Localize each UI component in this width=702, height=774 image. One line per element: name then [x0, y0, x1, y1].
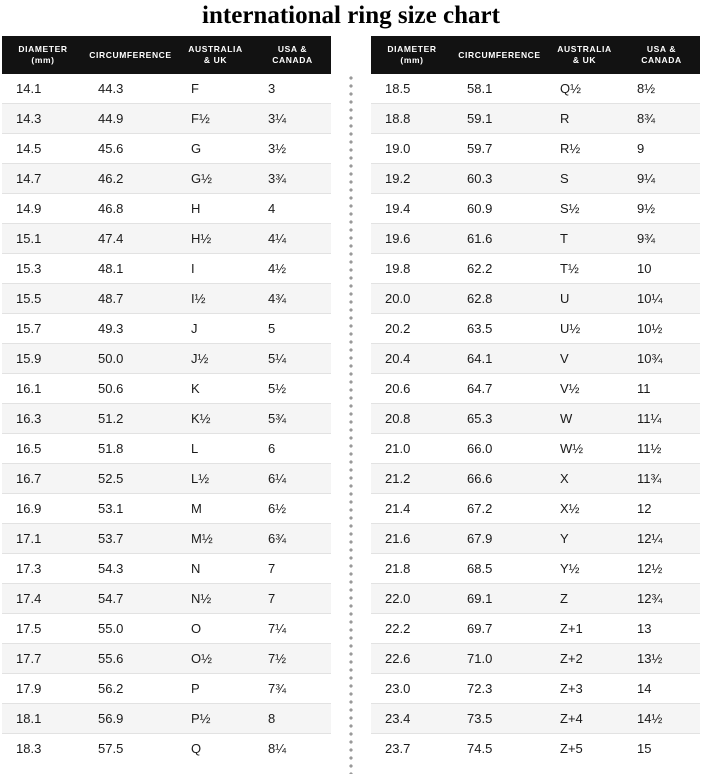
table-row [371, 494, 700, 524]
cell-australia-uk: Z+1 [546, 614, 623, 644]
cell-usa-canada: 3 [254, 74, 331, 104]
cell-circumference: 64.1 [453, 344, 546, 374]
table-row [2, 434, 331, 464]
column-header-usa-canada [623, 36, 700, 74]
cell-usa-canada: 5¾ [254, 404, 331, 434]
table-row [371, 644, 700, 674]
cell-australia-uk: R½ [546, 134, 623, 164]
cell-circumference: 73.5 [453, 704, 546, 734]
cell-circumference: 69.1 [453, 584, 546, 614]
cell-australia-uk: G½ [177, 164, 254, 194]
table-row [371, 164, 700, 194]
cell-circumference: 46.2 [84, 164, 177, 194]
cell-australia-uk: W½ [546, 434, 623, 464]
cell-australia-uk: Q [177, 734, 254, 764]
cell-diameter: 23.4 [371, 704, 453, 734]
cell-circumference: 58.1 [453, 74, 546, 104]
cell-diameter: 20.0 [371, 284, 453, 314]
cell-circumference: 59.7 [453, 134, 546, 164]
cell-usa-canada: 12½ [623, 554, 700, 584]
cell-diameter: 18.8 [371, 104, 453, 134]
cell-usa-canada: 12¼ [623, 524, 700, 554]
column-header-diameter [2, 36, 84, 74]
cell-diameter: 16.3 [2, 404, 84, 434]
cell-circumference: 72.3 [453, 674, 546, 704]
cell-circumference: 64.7 [453, 374, 546, 404]
cell-australia-uk: N½ [177, 584, 254, 614]
cell-usa-canada: 3¾ [254, 164, 331, 194]
table-row [2, 314, 331, 344]
cell-australia-uk: I½ [177, 284, 254, 314]
cell-diameter: 15.3 [2, 254, 84, 284]
column-header-australia-uk [177, 36, 254, 74]
cell-diameter: 22.6 [371, 644, 453, 674]
table-row [371, 614, 700, 644]
table-row [371, 254, 700, 284]
cell-usa-canada: 7½ [254, 644, 331, 674]
cell-usa-canada: 8¾ [623, 104, 700, 134]
header-line-1: AUSTRALIA [557, 44, 612, 54]
cell-diameter: 17.1 [2, 524, 84, 554]
page-title: international ring size chart [202, 2, 500, 29]
table-row [371, 734, 700, 764]
cell-circumference: 44.3 [84, 74, 177, 104]
header-row [371, 36, 700, 74]
cell-diameter: 21.2 [371, 464, 453, 494]
cell-usa-canada: 5½ [254, 374, 331, 404]
cell-usa-canada: 15 [623, 734, 700, 764]
cell-diameter: 14.5 [2, 134, 84, 164]
cell-usa-canada: 9¼ [623, 164, 700, 194]
cell-usa-canada: 10 [623, 254, 700, 284]
cell-diameter: 14.3 [2, 104, 84, 134]
cell-circumference: 53.1 [84, 494, 177, 524]
table-row [371, 554, 700, 584]
cell-diameter: 17.9 [2, 674, 84, 704]
table-body-left [2, 74, 331, 763]
cell-australia-uk: P½ [177, 704, 254, 734]
cell-usa-canada: 9 [623, 134, 700, 164]
column-header-circumference [84, 36, 177, 74]
cell-australia-uk: T [546, 224, 623, 254]
cell-circumference: 54.3 [84, 554, 177, 584]
cell-circumference: 60.9 [453, 194, 546, 224]
cell-australia-uk: L [177, 434, 254, 464]
table-row [371, 464, 700, 494]
table-row [371, 314, 700, 344]
cell-circumference: 67.2 [453, 494, 546, 524]
cell-usa-canada: 8½ [623, 74, 700, 104]
cell-circumference: 69.7 [453, 614, 546, 644]
cell-circumference: 47.4 [84, 224, 177, 254]
cell-usa-canada: 4¾ [254, 284, 331, 314]
cell-usa-canada: 6¾ [254, 524, 331, 554]
cell-australia-uk: P [177, 674, 254, 704]
table-row [2, 224, 331, 254]
header-line-2: (mm) [31, 55, 55, 65]
header-line-1: DIAMETER [387, 44, 437, 54]
header-line-1: USA & [277, 44, 308, 54]
cell-circumference: 55.6 [84, 644, 177, 674]
cell-australia-uk: V [546, 344, 623, 374]
cell-australia-uk: L½ [177, 464, 254, 494]
cell-australia-uk: Z+5 [546, 734, 623, 764]
table-row [371, 404, 700, 434]
cell-circumference: 53.7 [84, 524, 177, 554]
cell-usa-canada: 4½ [254, 254, 331, 284]
table-row [371, 524, 700, 554]
ring-size-table-left [2, 36, 331, 763]
cell-diameter: 16.7 [2, 464, 84, 494]
cell-circumference: 50.0 [84, 344, 177, 374]
table-row [371, 674, 700, 704]
cell-circumference: 71.0 [453, 644, 546, 674]
cell-circumference: 52.5 [84, 464, 177, 494]
cell-usa-canada: 11¼ [623, 404, 700, 434]
cell-usa-canada: 7¾ [254, 674, 331, 704]
cell-australia-uk: Y [546, 524, 623, 554]
cell-australia-uk: U [546, 284, 623, 314]
cell-australia-uk: Q½ [546, 74, 623, 104]
cell-diameter: 20.6 [371, 374, 453, 404]
cell-diameter: 18.1 [2, 704, 84, 734]
tables-container [0, 36, 702, 774]
cell-australia-uk: Z+2 [546, 644, 623, 674]
cell-australia-uk: K½ [177, 404, 254, 434]
table-row [371, 104, 700, 134]
header-line-1: AUSTRALIA [188, 44, 243, 54]
cell-usa-canada: 11 [623, 374, 700, 404]
cell-usa-canada: 14 [623, 674, 700, 704]
column-header-usa-canada [254, 36, 331, 74]
cell-usa-canada: 7 [254, 584, 331, 614]
cell-usa-canada: 7 [254, 554, 331, 584]
cell-diameter: 22.0 [371, 584, 453, 614]
table-row [2, 104, 331, 134]
cell-diameter: 20.4 [371, 344, 453, 374]
table-row [2, 464, 331, 494]
table-row [2, 284, 331, 314]
cell-diameter: 21.6 [371, 524, 453, 554]
cell-circumference: 50.6 [84, 374, 177, 404]
cell-usa-canada: 10½ [623, 314, 700, 344]
header-line-1: DIAMETER [18, 44, 68, 54]
cell-diameter: 21.0 [371, 434, 453, 464]
cell-diameter: 18.5 [371, 74, 453, 104]
cell-circumference: 48.1 [84, 254, 177, 284]
column-header-circumference [453, 36, 546, 74]
table-row [371, 194, 700, 224]
cell-australia-uk: O [177, 614, 254, 644]
cell-usa-canada: 4¼ [254, 224, 331, 254]
cell-australia-uk: Y½ [546, 554, 623, 584]
cell-diameter: 16.1 [2, 374, 84, 404]
cell-diameter: 15.7 [2, 314, 84, 344]
table-row [371, 224, 700, 254]
cell-circumference: 46.8 [84, 194, 177, 224]
cell-usa-canada: 6 [254, 434, 331, 464]
cell-diameter: 21.8 [371, 554, 453, 584]
table-row [2, 524, 331, 554]
table-header-left [2, 36, 331, 74]
cell-australia-uk: G [177, 134, 254, 164]
cell-usa-canada: 4 [254, 194, 331, 224]
cell-usa-canada: 3¼ [254, 104, 331, 134]
cell-diameter: 15.5 [2, 284, 84, 314]
table-row [371, 134, 700, 164]
cell-diameter: 18.3 [2, 734, 84, 764]
cell-australia-uk: X [546, 464, 623, 494]
header-line-2: & UK [572, 55, 597, 65]
cell-circumference: 67.9 [453, 524, 546, 554]
cell-diameter: 14.9 [2, 194, 84, 224]
cell-diameter: 23.7 [371, 734, 453, 764]
cell-diameter: 22.2 [371, 614, 453, 644]
column-header-diameter [371, 36, 453, 74]
table-row [2, 494, 331, 524]
cell-diameter: 14.1 [2, 74, 84, 104]
cell-diameter: 16.5 [2, 434, 84, 464]
cell-diameter: 16.9 [2, 494, 84, 524]
cell-circumference: 63.5 [453, 314, 546, 344]
cell-usa-canada: 8 [254, 704, 331, 734]
cell-australia-uk: I [177, 254, 254, 284]
cell-circumference: 51.2 [84, 404, 177, 434]
table-row [371, 284, 700, 314]
cell-australia-uk: H½ [177, 224, 254, 254]
cell-circumference: 62.8 [453, 284, 546, 314]
cell-usa-canada: 12¾ [623, 584, 700, 614]
table-row [2, 374, 331, 404]
cell-usa-canada: 8¼ [254, 734, 331, 764]
cell-diameter: 19.4 [371, 194, 453, 224]
table-row [371, 704, 700, 734]
cell-usa-canada: 12 [623, 494, 700, 524]
cell-usa-canada: 6¼ [254, 464, 331, 494]
table-row [2, 644, 331, 674]
header-line-1: CIRCUMFERENCE [458, 49, 541, 60]
cell-usa-canada: 11¾ [623, 464, 700, 494]
cell-circumference: 51.8 [84, 434, 177, 464]
cell-australia-uk: Z+4 [546, 704, 623, 734]
cell-australia-uk: J½ [177, 344, 254, 374]
cell-circumference: 61.6 [453, 224, 546, 254]
header-line-2: (mm) [400, 55, 424, 65]
cell-circumference: 66.0 [453, 434, 546, 464]
cell-australia-uk: J [177, 314, 254, 344]
table-row [2, 74, 331, 104]
table-row [2, 164, 331, 194]
cell-australia-uk: O½ [177, 644, 254, 674]
header-line-1: CIRCUMFERENCE [89, 49, 172, 60]
table-row [2, 554, 331, 584]
cell-australia-uk: S [546, 164, 623, 194]
cell-usa-canada: 5 [254, 314, 331, 344]
cell-circumference: 65.3 [453, 404, 546, 434]
cell-circumference: 66.6 [453, 464, 546, 494]
dotted-divider [347, 74, 355, 774]
cell-diameter: 19.8 [371, 254, 453, 284]
table-row [2, 734, 331, 764]
cell-circumference: 62.2 [453, 254, 546, 284]
cell-circumference: 74.5 [453, 734, 546, 764]
table-row [2, 194, 331, 224]
cell-australia-uk: R [546, 104, 623, 134]
cell-diameter: 17.7 [2, 644, 84, 674]
cell-australia-uk: M½ [177, 524, 254, 554]
cell-diameter: 17.5 [2, 614, 84, 644]
cell-diameter: 17.3 [2, 554, 84, 584]
table-row [2, 254, 331, 284]
cell-diameter: 21.4 [371, 494, 453, 524]
cell-circumference: 54.7 [84, 584, 177, 614]
cell-usa-canada: 14½ [623, 704, 700, 734]
cell-australia-uk: M [177, 494, 254, 524]
cell-usa-canada: 6½ [254, 494, 331, 524]
cell-circumference: 48.7 [84, 284, 177, 314]
header-row [2, 36, 331, 74]
ring-size-table-right [371, 36, 700, 763]
cell-circumference: 56.9 [84, 704, 177, 734]
table-row [2, 704, 331, 734]
cell-australia-uk: W [546, 404, 623, 434]
column-header-australia-uk [546, 36, 623, 74]
cell-diameter: 15.9 [2, 344, 84, 374]
cell-usa-canada: 9½ [623, 194, 700, 224]
table-row [371, 434, 700, 464]
cell-circumference: 68.5 [453, 554, 546, 584]
cell-australia-uk: K [177, 374, 254, 404]
cell-diameter: 19.6 [371, 224, 453, 254]
table-row [2, 584, 331, 614]
cell-diameter: 17.4 [2, 584, 84, 614]
cell-usa-canada: 5¼ [254, 344, 331, 374]
cell-circumference: 56.2 [84, 674, 177, 704]
cell-diameter: 15.1 [2, 224, 84, 254]
cell-usa-canada: 11½ [623, 434, 700, 464]
header-line-2: & UK [203, 55, 228, 65]
cell-circumference: 60.3 [453, 164, 546, 194]
cell-diameter: 20.2 [371, 314, 453, 344]
header-line-2: CANADA [641, 55, 682, 65]
cell-australia-uk: X½ [546, 494, 623, 524]
cell-circumference: 55.0 [84, 614, 177, 644]
cell-usa-canada: 7¼ [254, 614, 331, 644]
cell-diameter: 14.7 [2, 164, 84, 194]
table-row [371, 584, 700, 614]
table-row [2, 674, 331, 704]
cell-usa-canada: 10¾ [623, 344, 700, 374]
cell-usa-canada: 9¾ [623, 224, 700, 254]
table-row [371, 74, 700, 104]
cell-australia-uk: S½ [546, 194, 623, 224]
cell-circumference: 45.6 [84, 134, 177, 164]
header-line-2: CANADA [272, 55, 313, 65]
cell-australia-uk: Z+3 [546, 674, 623, 704]
cell-circumference: 44.9 [84, 104, 177, 134]
cell-australia-uk: U½ [546, 314, 623, 344]
table-row [371, 374, 700, 404]
table-row [371, 344, 700, 374]
cell-australia-uk: Z [546, 584, 623, 614]
table-header-right [371, 36, 700, 74]
cell-diameter: 19.2 [371, 164, 453, 194]
cell-australia-uk: T½ [546, 254, 623, 284]
table-row [2, 404, 331, 434]
cell-australia-uk: N [177, 554, 254, 584]
cell-usa-canada: 13 [623, 614, 700, 644]
cell-usa-canada: 3½ [254, 134, 331, 164]
table-body-right [371, 74, 700, 763]
cell-australia-uk: F½ [177, 104, 254, 134]
cell-usa-canada: 10¼ [623, 284, 700, 314]
header-line-1: USA & [646, 44, 677, 54]
cell-circumference: 49.3 [84, 314, 177, 344]
cell-diameter: 23.0 [371, 674, 453, 704]
cell-australia-uk: V½ [546, 374, 623, 404]
table-row [2, 614, 331, 644]
cell-diameter: 19.0 [371, 134, 453, 164]
cell-usa-canada: 13½ [623, 644, 700, 674]
cell-diameter: 20.8 [371, 404, 453, 434]
table-row [2, 344, 331, 374]
table-row [2, 134, 331, 164]
cell-australia-uk: H [177, 194, 254, 224]
cell-circumference: 59.1 [453, 104, 546, 134]
cell-australia-uk: F [177, 74, 254, 104]
cell-circumference: 57.5 [84, 734, 177, 764]
